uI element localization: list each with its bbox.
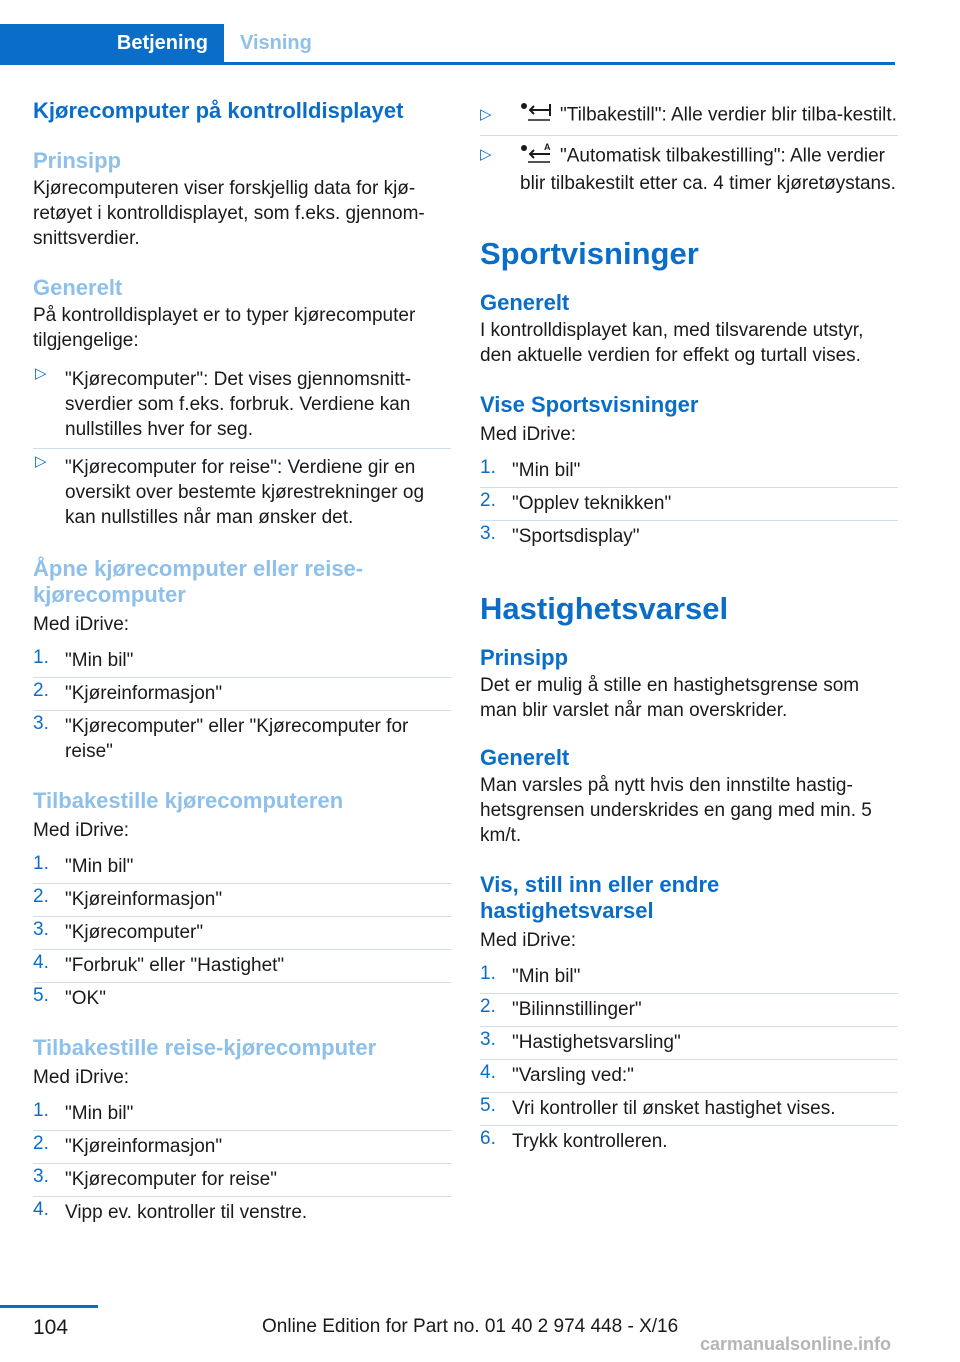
reset-trip-heading: Tilbakestille reise-kjørecomputer xyxy=(33,1035,377,1060)
speed-set-heading: Vis, still inn eller endre hastighetsvarsel xyxy=(480,872,720,923)
sport-steps xyxy=(480,455,898,553)
sport-generelt-heading: Generelt xyxy=(480,290,570,315)
tab-betjening[interactable]: Betjening xyxy=(0,24,224,62)
list-item: 6. Trykk kontrolleren. xyxy=(480,1125,898,1158)
list-item: 4. "Varsling ved:" xyxy=(480,1059,898,1092)
list-item: ▷ A "Automatisk tilbakestilling": Alle verdier blir tilbakestilt etter ca. 4 timer kjøretøystans. xyxy=(480,135,898,196)
speed-prinsipp-heading: Prinsipp xyxy=(480,645,569,670)
tab-visning[interactable]: Visning xyxy=(240,32,312,54)
list-item: ▷ "Kjørecomputer": Det vises gjennomsnitt-sverdier som f.eks. forbruk. Verdiene kan nullstilles hver for seg. xyxy=(33,361,451,448)
list-item: ▷ "Kjørecomputer for reise": Verdiene gir en oversikt over bestemte kjørestrekninger og kan nullstilles når man ønsker det. xyxy=(33,448,451,530)
list-item: 1. "Min bil" xyxy=(480,963,581,987)
reset-computer-text: Med iDrive: xyxy=(33,820,130,841)
speed-steps xyxy=(480,961,898,1158)
watermark: carmanualsonline.info xyxy=(700,1334,892,1354)
left-column xyxy=(33,98,451,1229)
sportvisninger-title: Sportvisninger xyxy=(480,236,699,271)
speed-generelt-heading: Generelt xyxy=(480,745,570,770)
list-item: 2. "Kjøreinformasjon" xyxy=(33,883,451,916)
open-computer-text: Med iDrive: xyxy=(33,614,130,635)
speed-prinsipp-text: Det er mulig å stille en hastighetsgrense som man blir varslet når man overskrider. xyxy=(480,675,860,721)
speed-set-text: Med iDrive: xyxy=(480,930,577,951)
vise-sportsvisninger-heading: Vise Sportsvisninger xyxy=(480,392,699,417)
prinsipp-heading: Prinsipp xyxy=(33,148,122,173)
footer-rule xyxy=(0,1305,98,1308)
open-computer-heading: Åpne kjørecomputer eller reise-kjørecomputer xyxy=(33,556,364,607)
list-item: 1. "Min bil" xyxy=(33,853,134,877)
sport-generelt-text: I kontrolldisplayet kan, med tilsvarende utstyr, den aktuelle verdien for effekt og turtall vises. xyxy=(480,320,864,366)
list-item: 1. "Min bil" xyxy=(480,457,581,481)
reset-options-list xyxy=(480,102,898,196)
auto-reset-arrow-icon xyxy=(520,142,554,171)
reset-arrow-icon xyxy=(520,102,554,129)
page-number: 104 xyxy=(33,1316,69,1339)
hastighetsvarsel-title: Hastighetsvarsel xyxy=(480,591,729,626)
section-title: Kjørecomputer på kontrolldisplayet xyxy=(33,98,404,123)
right-column xyxy=(480,98,898,1158)
reset-trip-text: Med iDrive: xyxy=(33,1067,130,1088)
reset-computer-heading: Tilbakestille kjørecomputeren xyxy=(33,788,344,813)
list-item: 3. "Sportsdisplay" xyxy=(480,520,898,553)
list-item: 3. "Hastighetsvarsling" xyxy=(480,1026,898,1059)
list-item: 2. "Bilinnstillinger" xyxy=(480,993,898,1026)
list-item: 5. Vri kontroller til ønsket hastighet vises. xyxy=(480,1092,898,1125)
header-bar xyxy=(0,24,895,65)
triangle-bullet-icon: ▷ xyxy=(480,106,492,123)
triangle-bullet-icon: ▷ xyxy=(35,365,47,382)
edition-text: Online Edition for Part no. 01 40 2 974 448 - X/16 xyxy=(262,1316,679,1337)
list-item: 2. "Kjøreinformasjon" xyxy=(33,1130,451,1163)
list-item: 1. "Min bil" xyxy=(33,1100,134,1124)
list-item: 4. "Forbruk" eller "Hastighet" xyxy=(33,949,451,982)
list-item: ▷ "Tilbakestill": Alle verdier blir tilba-kestilt. xyxy=(480,102,898,135)
generelt-text: På kontrolldisplayet er to typer kjørecomputer tilgjengelige: xyxy=(33,305,416,351)
list-item: 4. Vipp ev. kontroller til venstre. xyxy=(33,1196,451,1229)
reset-computer-steps xyxy=(33,851,451,1015)
triangle-bullet-icon: ▷ xyxy=(480,146,492,163)
triangle-bullet-icon: ▷ xyxy=(35,453,47,470)
list-item: 3. "Kjørecomputer for reise" xyxy=(33,1163,451,1196)
speed-generelt-text: Man varsles på nytt hvis den innstilte hastig-hetsgrensen underskrides en gang med min. 5 km/t. xyxy=(480,775,872,846)
list-item: 3. "Kjørecomputer" xyxy=(33,916,451,949)
vise-sportsvisninger-text: Med iDrive: xyxy=(480,424,577,445)
generelt-bullet-list xyxy=(33,361,451,530)
list-item: 5. "OK" xyxy=(33,982,451,1015)
list-item: 2. "Opplev teknikken" xyxy=(480,487,898,520)
list-item: 2. "Kjøreinformasjon" xyxy=(33,677,451,710)
open-computer-steps xyxy=(33,645,451,768)
reset-trip-steps xyxy=(33,1098,451,1229)
svg-text:A: A xyxy=(544,142,551,152)
list-item: 3. "Kjørecomputer" eller "Kjørecomputer for reise" xyxy=(33,710,451,768)
prinsipp-text: Kjørecomputeren viser forskjellig data for kjø-retøyet i kontrolldisplayet, som f.eks. gjennom-snittsverdier. xyxy=(33,178,425,249)
generelt-heading: Generelt xyxy=(33,275,123,300)
list-item: 1. "Min bil" xyxy=(33,647,134,671)
